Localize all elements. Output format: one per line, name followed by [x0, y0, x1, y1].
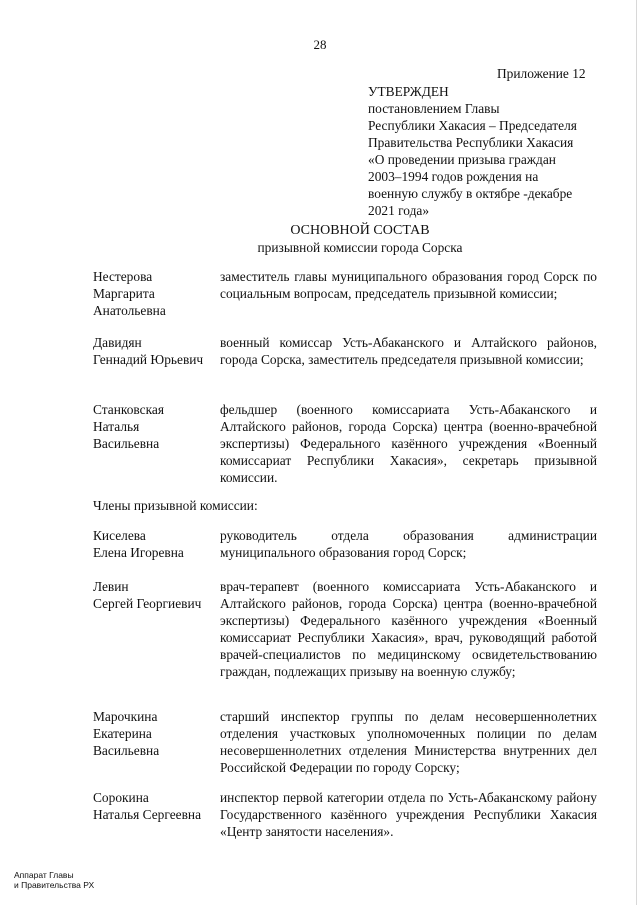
person-role: руководитель отдела образования администрации муниципального образования город Сорск;	[220, 528, 597, 560]
person-role: фельдшер (военного комиссариата Усть-Абаканского и Алтайского районов, города Сорска) центра (военно-врачебной экспертизы) Федерального казённого учреждения «Военный комиссариат Республики Хакасия», секретарь призывной комиссии.	[220, 402, 597, 485]
person-role: старший инспектор группы по делам несовершеннолетних отделения участковых уполномоченных полиции по делам несовершеннолетних отделения Министерства внутренних дел Российской Федерации по городу Сорску;	[220, 709, 597, 775]
page-number: 28	[313, 37, 327, 52]
members-heading: Члены призывной комиссии:	[93, 498, 258, 513]
approval-line: 2021 года»	[368, 203, 430, 218]
approval-line: «О проведении призыва граждан	[368, 152, 556, 167]
person-role: инспектор первой категории отдела по Усть-Абаканскому району Государственного казённого учреждения Республики Хакасия «Центр занятости населения».	[220, 790, 597, 839]
person-name: Станковская Наталья Васильевна	[93, 402, 164, 451]
approval-title: УТВЕРЖДЕН	[368, 84, 449, 99]
approval-line: 2003–1994 годов рождения на	[368, 169, 539, 184]
person-name: Сорокина Наталья Сергеевна	[93, 790, 202, 822]
person-name: Марочкина Екатерина Васильевна	[93, 709, 160, 758]
person-role: военный комиссар Усть-Абаканского и Алтайского районов, города Сорска, заместитель председателя призывной комиссии;	[220, 335, 597, 367]
person-name: Давидян Геннадий Юрьевич	[93, 335, 204, 367]
footer-stamp: Аппарат Главы и Правительства РХ	[14, 870, 95, 890]
section-title: ОСНОВНОЙ СОСТАВ	[290, 223, 430, 238]
approval-line: Правительства Республики Хакасия	[368, 135, 574, 150]
person-name: Киселева Елена Игоревна	[93, 528, 184, 560]
approval-block	[368, 83, 618, 219]
approval-line: Республики Хакасия – Председателя	[368, 118, 577, 133]
approval-line: военную службу в октябре -декабре	[368, 186, 573, 201]
person-name: Левин Сергей Георгиевич	[93, 579, 202, 611]
section-subtitle: призывной комиссии города Сорска	[257, 240, 463, 255]
person-role: заместитель главы муниципального образования город Сорск по социальным вопросам, председатель призывной комиссии;	[220, 269, 597, 301]
person-role: врач-терапевт (военного комиссариата Усть-Абаканского и Алтайского районов, города Сорска) центра (военно-врачебной экспертизы) Федерального казённого учреждения «Военный комиссариат Республики Хакасия», врач, руководящий работой врачей-специалистов по медицинскому освидетельствованию граждан, подлежащих призыву на военную службу;	[220, 579, 597, 679]
appendix-label: Приложение 12	[497, 66, 586, 81]
approval-line: постановлением Главы	[368, 101, 500, 116]
person-name: Нестерова Маргарита Анатольевна	[93, 269, 166, 318]
page-edge-line	[636, 0, 637, 905]
